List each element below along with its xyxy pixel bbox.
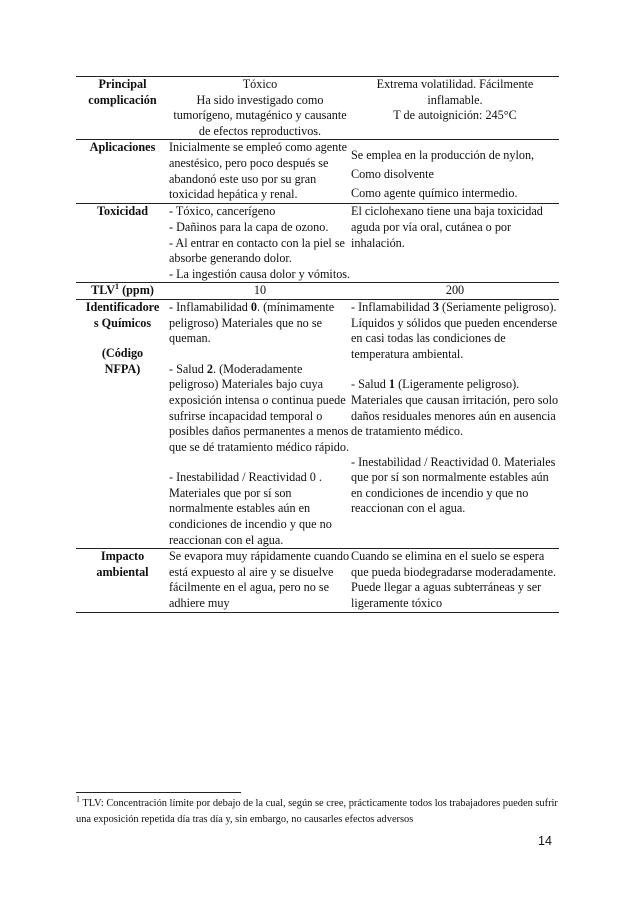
toxicidad-item: - La ingestión causa dolor y vómitos. [169,266,351,281]
row-label-identificadores [76,299,169,548]
nfpa-inestabilidad: - Inestabilidad / Reactividad 0. Materiales que por sí son normalmente estables aún en condiciones de incendio y que no reaccionan con el agua. [351,454,556,516]
aplicaciones-item: Como disolvente [351,167,434,182]
impacto-col2: Cuando se elimina en el suelo se espera que pueda biodegradarse moderadamente. Puede llegar a aguas subterráneas y ser ligeramente tóxico [351,549,559,612]
tlv-unit: (ppm) [119,283,154,298]
identificadores-label-line: NFPA) [104,361,141,376]
identificadores-label-line: (Código [101,346,144,361]
nfpa-inflamabilidad: - Inflamabilidad 0. (mínimamente peligroso) Materiales que no se queman. [169,299,335,346]
complicacion-col2-text: Extrema volatilidad. Fácilmente inflamable. [376,77,534,107]
row-label-tlv [76,283,169,300]
footnote-text: TLV: Concentración límite por debajo de la cual, según se cree, prácticamente todos los trabajadores pueden sufrir una exposición repetida día tras día y, sin embargo, no causarles efectos adversos [76,798,558,825]
tlv-col2: 200 [351,283,559,300]
toxicidad-col1 [169,204,351,283]
toxicidad-col2: El ciclohexano tiene una baja toxicidad aguda por vía oral, cutánea o por inhalación. [351,204,559,283]
identificadores-label-line: Identificadore [85,299,160,314]
identificadores-col1 [169,299,351,548]
tlv-label: TLV [91,283,116,298]
toxicidad-item: - Tóxico, cancerígeno [169,204,276,219]
table-row-toxicidad [76,204,559,283]
nfpa-inestabilidad: - Inestabilidad / Reactividad 0 . Materiales que por sí son normalmente estables aún en condiciones de incendio y que no reaccionan con el agua. [169,470,332,547]
properties-table [76,76,559,613]
footnote-marker: 1 [76,794,80,804]
footnote-separator [76,792,241,793]
aplicaciones-item: Como agente químico intermedio. [351,186,518,201]
identificadores-col2 [351,299,559,548]
complicacion-col2 [351,77,559,140]
complicacion-col1-text: Ha sido investigado como tumorígeno, mutagénico y causante de efectos reproductivos. [173,92,347,138]
identificadores-label-line: s Químicos [93,315,152,330]
complicacion-col1 [169,77,351,140]
footnote [76,796,566,828]
table-row-identificadores [76,299,559,548]
row-label-aplicaciones: Aplicaciones [76,140,169,204]
aplicaciones-col1: Inicialmente se empleó como agente anestésico, pero poco después se abandonó este uso por su gran toxicidad hepática y renal. [169,140,351,204]
aplicaciones-item: Se emplea en la producción de nylon, [351,148,535,163]
complicacion-col2-autoignition: T de autoignición: 245°C [393,108,517,123]
row-label-toxicidad: Toxicidad [76,204,169,283]
table-row-complicacion [76,77,559,140]
page-number: 14 [538,834,552,848]
table-row-tlv [76,283,559,300]
tlv-footnote-marker: 1 [115,282,120,292]
row-label-impacto: Impacto ambiental [76,549,169,612]
tlv-col1: 10 [169,283,351,300]
table-row-impacto [76,549,559,612]
table-row-aplicaciones [76,140,559,204]
aplicaciones-col2 [351,140,559,204]
impacto-col1: Se evapora muy rápidamente cuando está expuesto al aire y se disuelve fácilmente en el agua, pero no se adhiere muy [169,549,351,612]
row-label-complicacion: Principal complicación [76,77,169,140]
nfpa-inflamabilidad: - Inflamabilidad 3 (Seriamente peligroso). Líquidos y sólidos que pueden encenderse en casi todas las condiciones de temperatura ambiental. [351,299,558,361]
toxicidad-item: - Al entrar en contacto con la piel se absorbe generando dolor. [169,235,345,266]
toxicidad-item: - Dañinos para la capa de ozono. [169,219,329,234]
nfpa-salud: - Salud 1 (Ligeramente peligroso). Materiales que causan irritación, pero solo daños residuales menores aún en ausencia de tratamiento médico. [351,377,559,439]
nfpa-salud: - Salud 2. (Moderadamente peligroso) Materiales bajo cuya exposición intensa o continua puede sufrirse incapacidad temporal o posibles daños permanentes a menos que se dé tratamiento médico rápido. [169,361,350,454]
complicacion-col1-title: Tóxico [242,77,278,91]
